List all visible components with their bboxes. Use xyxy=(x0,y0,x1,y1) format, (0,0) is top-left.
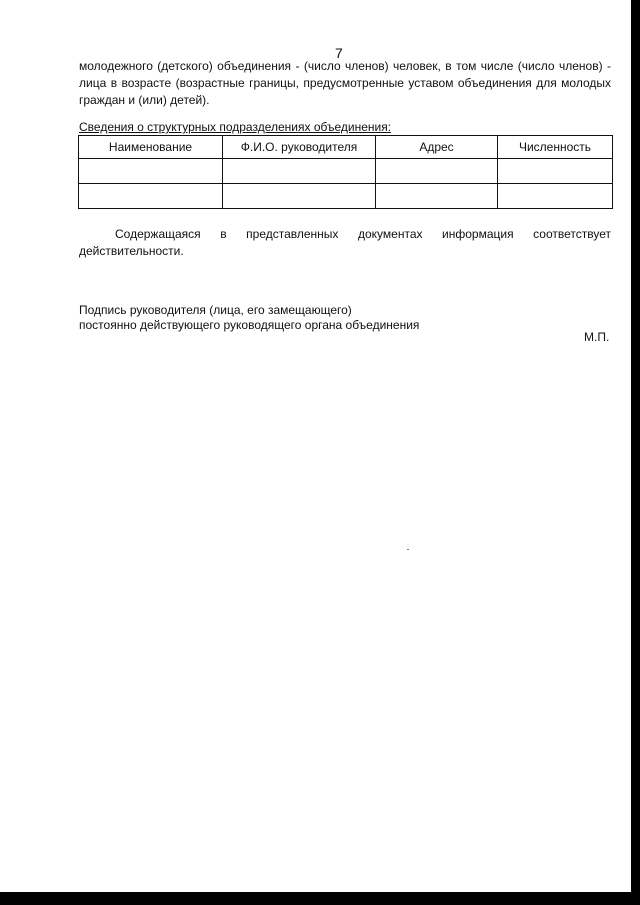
scan-speck xyxy=(407,549,409,550)
table-cell xyxy=(376,184,498,209)
signature-label-line2: постоянно действующего руководящего органа объединения xyxy=(79,318,420,332)
signature-label-line1: Подпись руководителя (лица, его замещающего) xyxy=(79,303,352,317)
table-header-row xyxy=(79,136,613,159)
table-cell xyxy=(498,159,613,184)
confirmation-paragraph: Содержащаяся в представленных документах информация соответствует действительности. xyxy=(79,227,611,258)
table-cell xyxy=(376,159,498,184)
structural-units-table xyxy=(78,135,613,209)
table-cell xyxy=(223,184,376,209)
table-cell xyxy=(79,159,223,184)
table-cell xyxy=(223,159,376,184)
table-cell xyxy=(79,184,223,209)
table-row xyxy=(79,159,613,184)
column-header-name: Наименование xyxy=(79,136,223,159)
members-paragraph: молодежного (детского) объединения - (число членов) человек, в том числе (число членов) - лица в возрасте (возрастные границы, предусмотренные уставом объединения для молодых граждан и (или) детей). xyxy=(79,59,611,107)
column-header-address: Адрес xyxy=(376,136,498,159)
column-header-count: Численность xyxy=(498,136,613,159)
structural-units-title: Сведения о структурных подразделениях объединения: xyxy=(79,120,392,134)
table-cell xyxy=(498,184,613,209)
stamp-place-label: М.П. xyxy=(584,330,610,344)
page-number: 7 xyxy=(335,45,343,61)
table-row xyxy=(79,184,613,209)
column-header-head-name: Ф.И.О. руководителя xyxy=(223,136,376,159)
